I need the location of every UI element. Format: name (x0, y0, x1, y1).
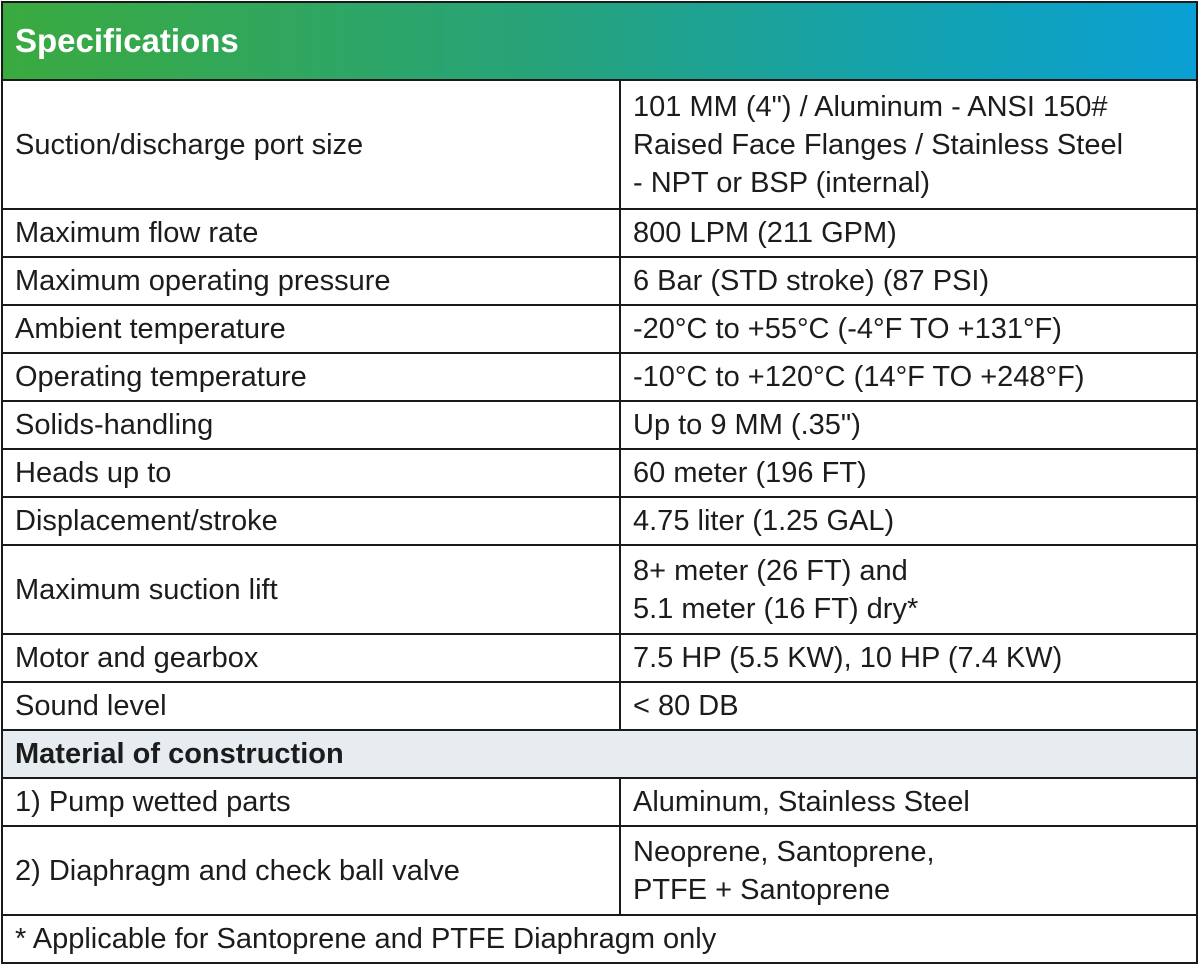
spec-label: 2) Diaphragm and check ball valve (2, 826, 620, 915)
spec-value: -20°C to +55°C (-4°F TO +131°F) (620, 305, 1197, 353)
section-heading: Material of construction (2, 730, 1197, 778)
spec-value-line: 8+ meter (26 FT) and (633, 554, 908, 587)
spec-value: Aluminum, Stainless Steel (620, 778, 1197, 826)
table-row (2, 449, 1197, 497)
table-row (2, 353, 1197, 401)
spec-value: 60 meter (196 FT) (620, 449, 1197, 497)
spec-value (620, 826, 1197, 915)
spec-value-line: Raised Face Flanges / Stainless Steel (633, 128, 1124, 161)
spec-label: Motor and gearbox (2, 634, 620, 682)
table-header-row (2, 2, 1197, 80)
spec-label: Displacement/stroke (2, 497, 620, 545)
table-row (2, 257, 1197, 305)
table-row (2, 545, 1197, 634)
spec-label: Solids-handling (2, 401, 620, 449)
spec-label: Ambient temperature (2, 305, 620, 353)
table-row (2, 634, 1197, 682)
section-header-row (2, 730, 1197, 778)
table-row (2, 826, 1197, 915)
spec-value: Up to 9 MM (.35") (620, 401, 1197, 449)
spec-value-line: - NPT or BSP (internal) (633, 166, 931, 199)
spec-value: 4.75 liter (1.25 GAL) (620, 497, 1197, 545)
spec-label: Maximum operating pressure (2, 257, 620, 305)
spec-label: Maximum suction lift (2, 545, 620, 634)
table-row (2, 209, 1197, 257)
spec-value-line: 101 MM (4") / Aluminum - ANSI 150# (633, 90, 1108, 123)
spec-value-line: Neoprene, Santoprene, (633, 835, 935, 868)
table-row (2, 682, 1197, 730)
table-title: Specifications (2, 2, 1197, 80)
spec-value-line: PTFE + Santoprene (633, 873, 891, 906)
spec-value: 800 LPM (211 GPM) (620, 209, 1197, 257)
spec-label: Operating temperature (2, 353, 620, 401)
table-row (2, 401, 1197, 449)
table-row (2, 80, 1197, 209)
spec-label: Sound level (2, 682, 620, 730)
spec-label: Suction/discharge port size (2, 80, 620, 209)
spec-value (620, 545, 1197, 634)
spec-value: 7.5 HP (5.5 KW), 10 HP (7.4 KW) (620, 634, 1197, 682)
spec-label: Maximum flow rate (2, 209, 620, 257)
spec-value: < 80 DB (620, 682, 1197, 730)
spec-label: 1) Pump wetted parts (2, 778, 620, 826)
spec-value: 6 Bar (STD stroke) (87 PSI) (620, 257, 1197, 305)
table-row (2, 778, 1197, 826)
table-row (2, 305, 1197, 353)
spec-value-line: 5.1 meter (16 FT) dry* (633, 592, 919, 625)
footnote: * Applicable for Santoprene and PTFE Diaphragm only (2, 915, 1197, 963)
table-row (2, 497, 1197, 545)
spec-label: Heads up to (2, 449, 620, 497)
specifications-table (1, 1, 1198, 964)
footnote-row (2, 915, 1197, 963)
spec-value (620, 80, 1197, 209)
spec-value: -10°C to +120°C (14°F TO +248°F) (620, 353, 1197, 401)
